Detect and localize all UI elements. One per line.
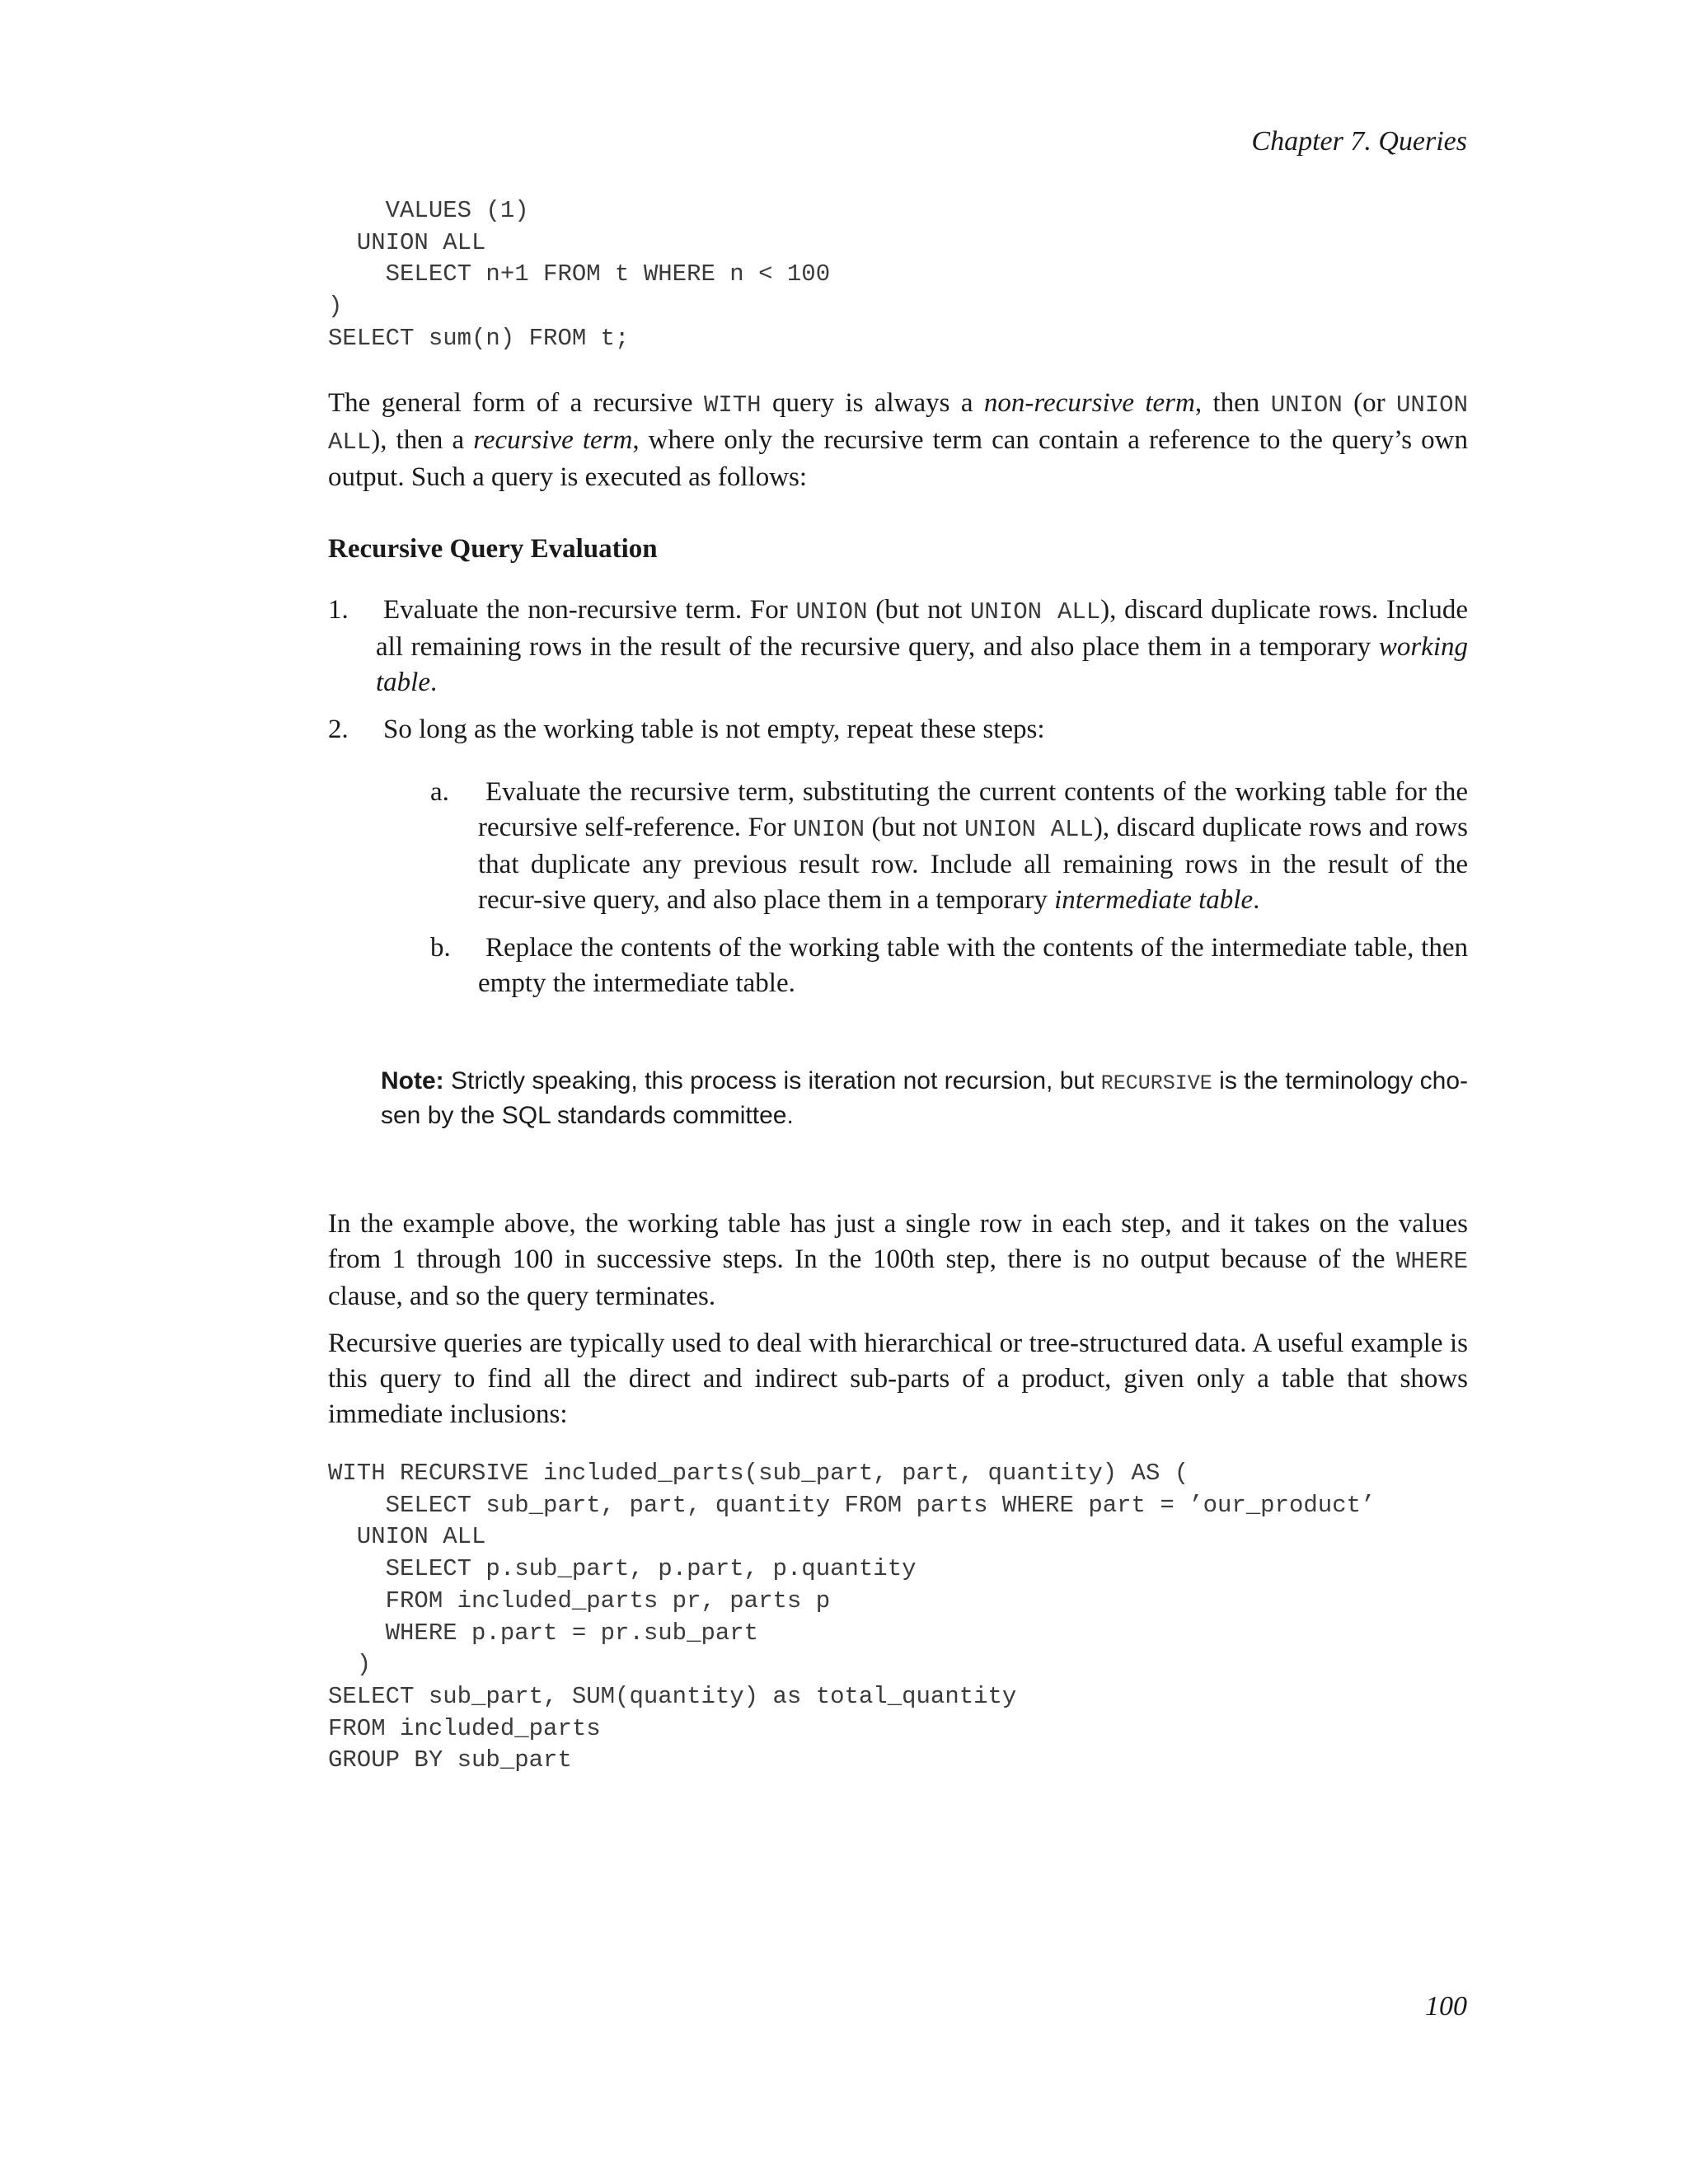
- code-inline: RECURSIVE: [1100, 1071, 1212, 1095]
- paragraph-example-explanation: [328, 1207, 1468, 1315]
- code-inline: UNION ALL: [970, 598, 1101, 626]
- text: query is always a: [761, 388, 984, 418]
- text: ), then a: [371, 425, 474, 455]
- list-item-text: Replace the contents of the working table with the contents of the intermediate table, then empty the intermediate table.: [478, 933, 1468, 998]
- text: (but not: [867, 595, 971, 625]
- paragraph-general-form: [328, 386, 1468, 495]
- text: Strictly speaking, this process is iteration not recursion, but: [443, 1067, 1101, 1094]
- code-block-bottom: WITH RECURSIVE included_parts(sub_part, part, quantity) AS ( SELECT sub_part, part, quantity FROM parts WHERE part = ’our_product’ UNION ALL SELECT p.sub_part, p.part, p.quantity FROM included_parts pr, parts p WHERE p.part = pr.sub_part ) SELECT sub_part, SUM(quantity) as total_quantity FROM included_parts GROUP BY sub_part: [328, 1460, 1376, 1774]
- section-title: Recursive Query Evaluation: [328, 534, 658, 564]
- text: ), discard duplicate rows and rows that duplicate any previous result row. Include all remaining rows in the result of the recur-sive query, and also place them in a temporary: [478, 813, 1468, 915]
- text: .: [1253, 885, 1260, 915]
- list-item-text: So long as the working table is not empty, repeat these steps:: [383, 715, 1045, 744]
- text: .: [429, 668, 438, 697]
- text: , then: [1194, 388, 1271, 418]
- running-header: Chapter 7. Queries: [1251, 126, 1467, 157]
- paragraph-hierarchical-data: Recursive queries are typically used to deal with hierarchical or tree-structured data. A useful example is this query to find all the direct and indirect sub-parts of a product, given only a table that shows immediate inclusions:: [328, 1329, 1468, 1429]
- note-label: Note:: [381, 1067, 444, 1094]
- text: , where only the recursive term can contain a reference to the query’s own output. Such a query is executed as follows:: [328, 425, 1468, 492]
- code-block-top: VALUES (1) UNION ALL SELECT n+1 FROM t WHERE n < 100 ) SELECT sum(n) FROM t;: [328, 197, 831, 352]
- list-marker: 1.: [328, 595, 349, 625]
- text: Evaluate the non-recursive term. For: [383, 595, 796, 625]
- list-item-step-1: [328, 593, 1468, 701]
- code-inline: UNION ALL: [964, 816, 1094, 843]
- list-item-text: [478, 775, 1468, 918]
- emphasis: recursive term: [473, 425, 633, 455]
- code-inline: UNION ALL: [328, 391, 1468, 456]
- note-box: [381, 1065, 1468, 1132]
- list-item-step-a: [430, 775, 1468, 918]
- page-number: 100: [1425, 1991, 1467, 2022]
- code-inline: UNION: [1270, 391, 1343, 419]
- text: In the example above, the working table has just a single row in each step, and it takes on the values from 1 through 100 in successive steps. In the 100th step, there is no output because of the: [328, 1209, 1468, 1274]
- list-item-step-2: [328, 712, 1468, 748]
- list-marker: a.: [430, 777, 449, 807]
- emphasis: intermediate table: [1054, 885, 1254, 915]
- emphasis: non-recursive term: [983, 388, 1195, 418]
- code-inline: UNION: [792, 816, 865, 843]
- text: is the terminology cho-sen by the SQL standards committee.: [381, 1067, 1468, 1129]
- code-inline: WITH: [703, 391, 762, 419]
- emphasis: working table: [376, 632, 1468, 697]
- list-marker: 2.: [328, 715, 349, 744]
- list-item-step-b: [430, 930, 1468, 1001]
- text: (but not: [865, 813, 964, 842]
- text: clause, and so the query terminates.: [328, 1282, 716, 1311]
- text: (or: [1342, 388, 1396, 418]
- code-inline: WHERE: [1395, 1248, 1468, 1275]
- code-inline: UNION: [795, 598, 868, 626]
- text: Evaluate the recursive term, substituting the current contents of the working table for the recursive self-reference. For: [478, 777, 1468, 842]
- text: ), discard duplicate rows. Include all remaining rows in the result of the recursive query, and also place them in a temporary: [376, 595, 1468, 662]
- list-item-text: [376, 593, 1468, 701]
- text: The general form of a recursive: [328, 388, 704, 418]
- list-marker: b.: [430, 933, 451, 963]
